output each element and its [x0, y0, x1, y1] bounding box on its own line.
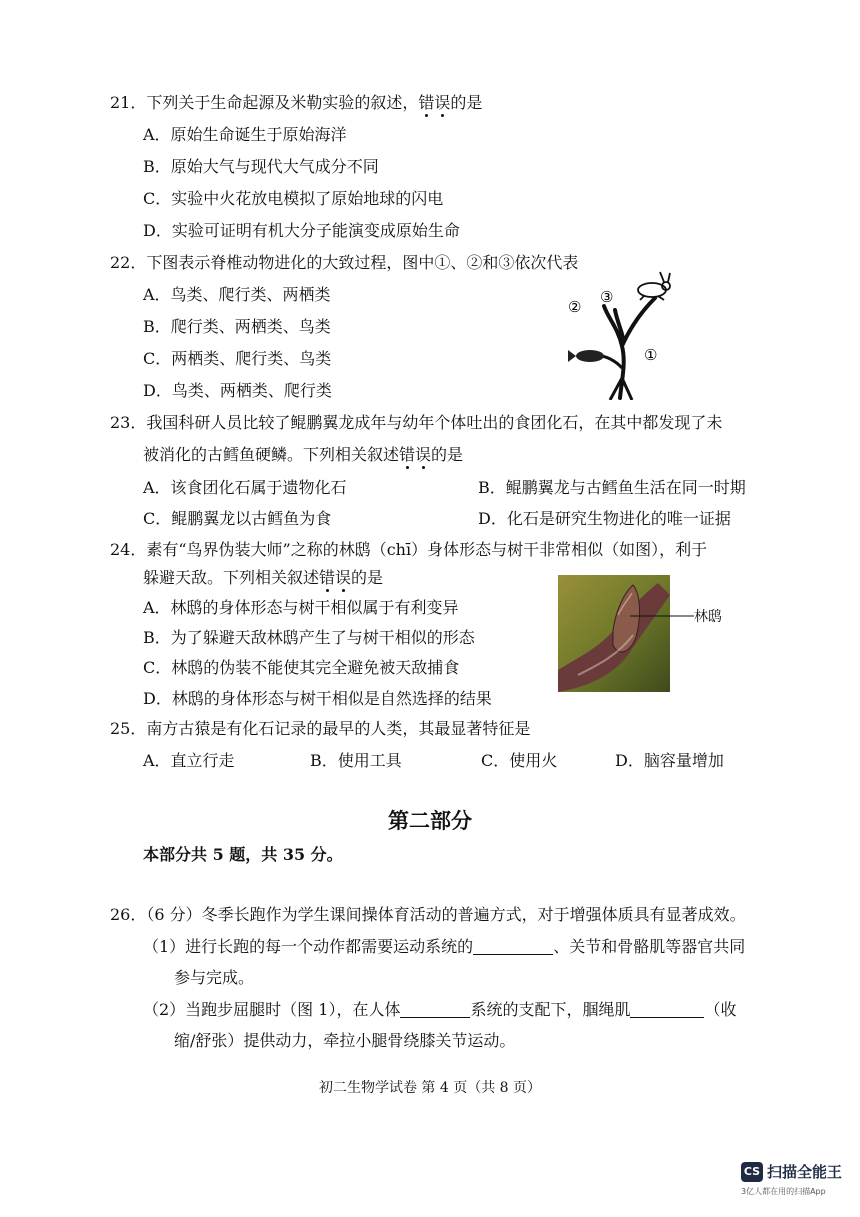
tree-label-1: ① — [644, 346, 658, 364]
tree-label-3: ③ — [600, 288, 614, 306]
fish-icon — [568, 350, 604, 362]
question-23-option-d: D．化石是研究生物进化的唯一证据 — [478, 509, 731, 528]
question-25-option-d: D．脑容量增加 — [615, 751, 724, 770]
question-25-option-a: A．直立行走 — [143, 751, 235, 770]
question-26-sub2: （2）当跑步屈腿时（图 1），在人体 系统的支配下，腘绳肌 （收 — [143, 1000, 737, 1019]
question-22-stem: 22．下图表示脊椎动物进化的大致过程，图中①、②和③依次代表 — [110, 253, 579, 272]
question-23-option-b: B．鲲鹏翼龙与古鳕鱼生活在同一时期 — [478, 478, 746, 497]
question-21-option-c: C．实验中火花放电模拟了原始地球的闪电 — [143, 189, 444, 208]
question-21-option-a: A．原始生命诞生于原始海洋 — [143, 125, 347, 144]
question-25-option-c: C．使用火 — [481, 751, 558, 770]
rabbit-icon — [638, 272, 670, 300]
question-25-stem: 25．南方古猿是有化石记录的最早的人类，其最显著特征是 — [110, 719, 531, 738]
vertebrate-evolution-tree — [560, 268, 685, 400]
part-two-description: 本部分共 5 题，共 35 分。 — [143, 845, 343, 864]
question-24-option-c: C．林鸱的伪装不能使其完全避免被天敌捕食 — [143, 658, 460, 677]
question-21-option-b: B．原始大气与现代大气成分不同 — [143, 157, 379, 176]
question-23-option-c: C．鲲鹏翼龙以古鳕鱼为食 — [143, 509, 332, 528]
page-footer: 初二生物学试卷 第 4 页（共 8 页） — [318, 1080, 542, 1096]
answer-blank-1[interactable] — [473, 938, 553, 955]
potoo-photo — [558, 575, 670, 692]
watermark-name: 扫描全能王 — [767, 1163, 843, 1181]
question-21-option-d: D．实验可证明有机大分子能演变成原始生命 — [143, 221, 460, 240]
question-22-option-d: D．鸟类、两栖类、爬行类 — [143, 381, 332, 400]
watermark-subtitle: 3亿人都在用的扫描App — [741, 1187, 826, 1196]
question-23-stem-line2: 被消化的古鳕鱼硬鳞。下列相关叙述错误的是 — [143, 445, 464, 464]
part-two-title: 第二部分 — [388, 808, 472, 833]
question-22-option-c: C．两栖类、爬行类、鸟类 — [143, 349, 332, 368]
potoo-label: 林鸱 — [694, 609, 722, 625]
question-22-option-a: A．鸟类、爬行类、两栖类 — [143, 285, 331, 304]
question-26-sub1: （1）进行长跑的每一个动作都需要运动系统的 、关节和骨骼肌等器官共同 — [143, 937, 746, 956]
question-23-option-a: A．该食团化石属于遗物化石 — [143, 478, 347, 497]
question-24-option-d: D．林鸱的身体形态与树干相似是自然选择的结果 — [143, 689, 492, 708]
question-24-stem-line1: 24．素有“鸟界伪装大师”之称的林鸱（chī）身体形态与树干非常相似（如图），利于 — [110, 540, 708, 559]
camscanner-logo-icon: CS — [741, 1162, 763, 1182]
question-24-stem-line2: 躲避天敌。下列相关叙述错误的是 — [143, 568, 384, 587]
question-26-stem: 26．（6 分）冬季长跑作为学生课间操体育活动的普遍方式，对于增强体质具有显著成效。 — [110, 905, 746, 924]
tree-label-2: ② — [568, 298, 582, 316]
question-24-option-b: B．为了躲避天敌林鸱产生了与树干相似的形态 — [143, 628, 475, 647]
question-23-stem-line1: 23．我国科研人员比较了鲲鹏翼龙成年与幼年个体吐出的食团化石，在其中都发现了未 — [110, 413, 723, 432]
answer-blank-3[interactable] — [630, 1001, 704, 1018]
question-26-sub2-cont: 缩/舒张）提供动力，牵拉小腿骨绕膝关节运动。 — [174, 1031, 516, 1050]
question-26-sub1-cont: 参与完成。 — [174, 968, 255, 987]
question-25-option-b: B．使用工具 — [310, 751, 402, 770]
question-24-option-a: A．林鸱的身体形态与树干相似属于有利变异 — [143, 598, 459, 617]
question-22-option-b: B．爬行类、两栖类、鸟类 — [143, 317, 331, 336]
question-21-stem: 21．下列关于生命起源及米勒实验的叙述，错误的是 — [110, 93, 483, 112]
photo-pointer-line — [630, 614, 694, 618]
answer-blank-2[interactable] — [400, 1001, 470, 1018]
